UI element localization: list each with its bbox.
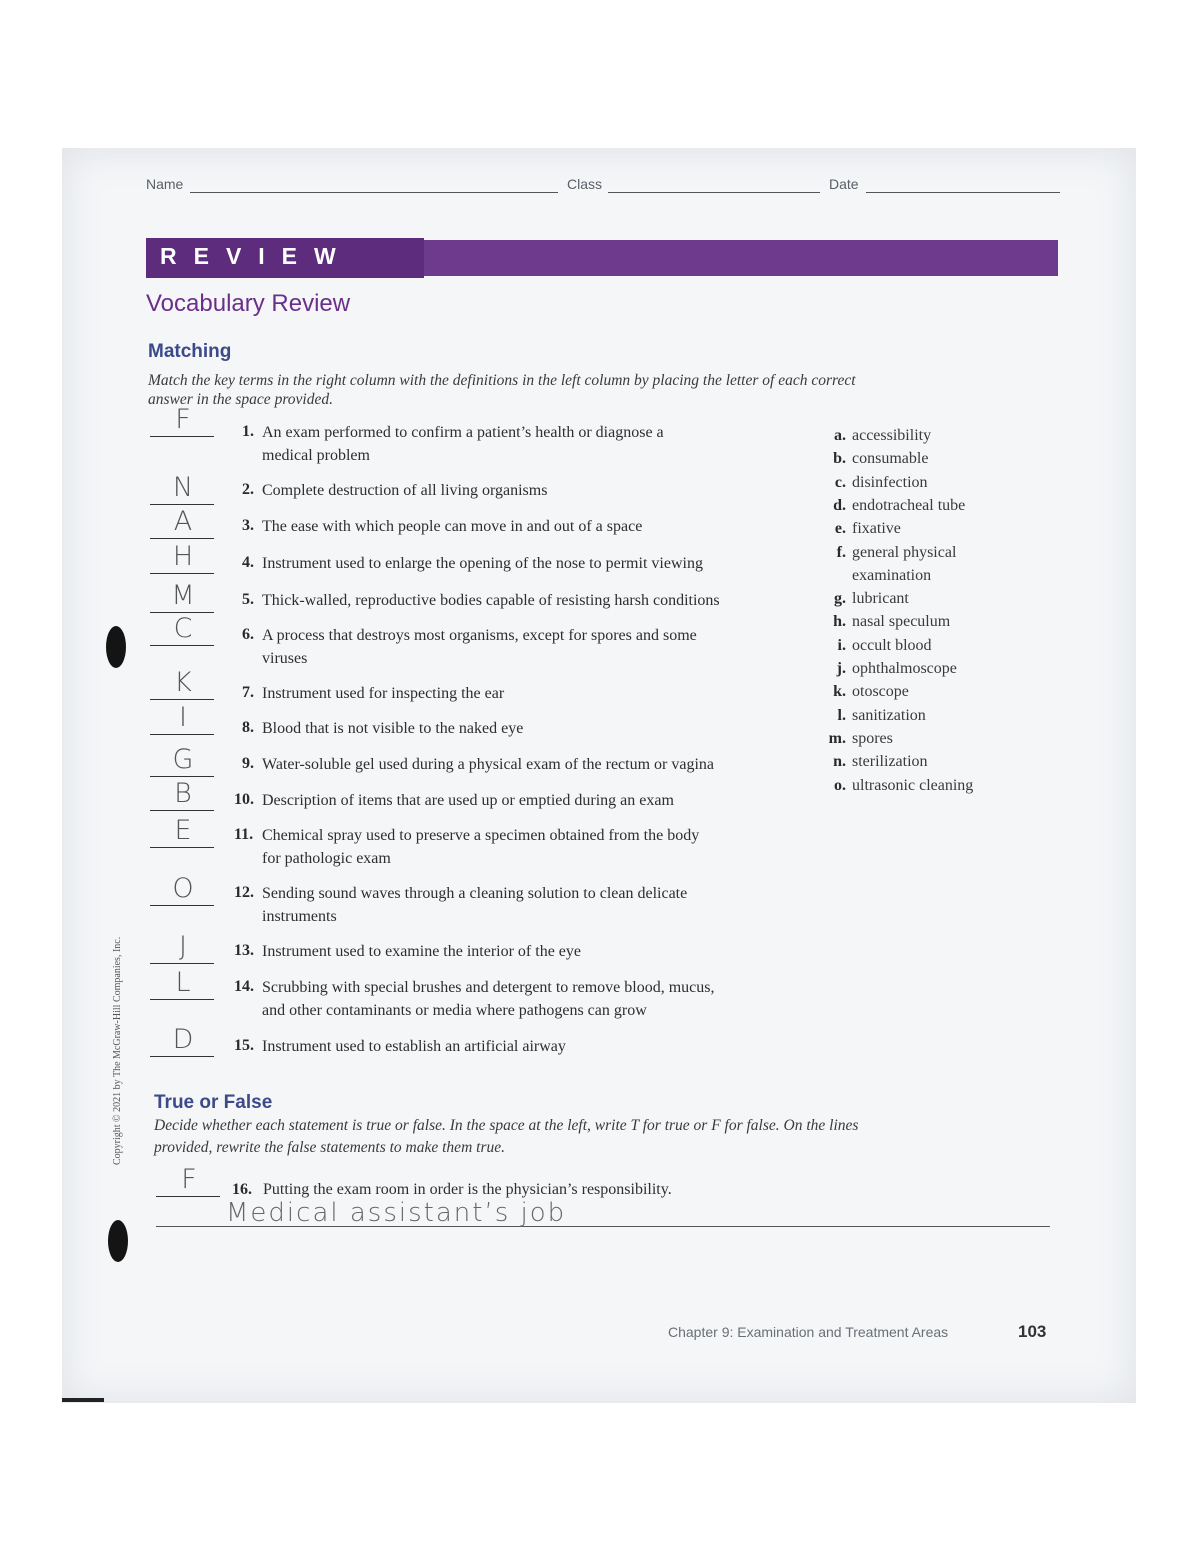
item-definition: instruments bbox=[262, 908, 337, 925]
term-item bbox=[816, 611, 950, 633]
name-field-line[interactable] bbox=[190, 192, 558, 193]
term-text: sanitization bbox=[852, 706, 926, 724]
handwritten-answer: N bbox=[172, 472, 194, 503]
item-definition: Chemical spray used to preserve a specimen obtained from the body bbox=[262, 827, 700, 844]
date-field-line[interactable] bbox=[866, 192, 1060, 193]
answer-line[interactable] bbox=[150, 810, 214, 811]
page-edge-mark bbox=[62, 1398, 104, 1402]
handwritten-answer: L bbox=[175, 967, 191, 998]
term-item bbox=[816, 728, 893, 750]
term-item bbox=[816, 588, 909, 610]
item-number: 10. bbox=[234, 791, 254, 808]
item-definition: An exam performed to confirm a patient’s health or diagnose a bbox=[262, 424, 664, 441]
item-number: 12. bbox=[234, 884, 254, 901]
matching-heading: Matching bbox=[148, 341, 232, 362]
item-number: 15. bbox=[234, 1037, 254, 1054]
term-letter: g. bbox=[834, 590, 846, 608]
term-text: consumable bbox=[852, 450, 929, 468]
item-number: 9. bbox=[242, 755, 254, 772]
term-letter: f. bbox=[836, 543, 846, 561]
date-label: Date bbox=[829, 176, 859, 192]
term-text: spores bbox=[852, 729, 893, 747]
handwritten-answer: O bbox=[172, 873, 194, 904]
item-number: 8. bbox=[242, 719, 254, 736]
true-false-instructions-1: Decide whether each statement is true or false. In the space at the left, write T for true or F for false. On the lines bbox=[154, 1117, 859, 1134]
item-number: 4. bbox=[242, 554, 254, 571]
item-definition: Scrubbing with special brushes and detergent to remove blood, mucus, bbox=[262, 979, 715, 996]
item-definition: Thick-walled, reproductive bodies capable of resisting harsh conditions bbox=[262, 592, 720, 609]
copyright-notice: Copyright © 2021 by The McGraw-Hill Companies, Inc. bbox=[112, 936, 123, 1165]
item-definition: Blood that is not visible to the naked eye bbox=[262, 720, 524, 737]
item-number: 3. bbox=[242, 517, 254, 534]
item-number: 1. bbox=[242, 423, 254, 440]
term-text: fixative bbox=[852, 520, 901, 538]
item-definition: Instrument used to establish an artificial airway bbox=[262, 1038, 566, 1055]
term-item bbox=[816, 542, 956, 564]
item-number: 5. bbox=[242, 591, 254, 608]
item-definition: medical problem bbox=[262, 447, 370, 464]
term-text: accessibility bbox=[852, 427, 932, 444]
item-definition: viruses bbox=[262, 650, 308, 667]
term-text: otoscope bbox=[852, 683, 909, 701]
term-item bbox=[816, 472, 928, 494]
item-text-16: Putting the exam room in order is the physician’s responsibility. bbox=[263, 1181, 672, 1198]
handwritten-correction: Medical assistant’s job bbox=[226, 1198, 567, 1228]
term-item bbox=[816, 751, 928, 773]
term-text: ophthalmoscope bbox=[852, 660, 957, 677]
item-definition: A process that destroys most organisms, except for spores and some bbox=[262, 627, 697, 644]
item-definition: Description of items that are used up or emptied during an exam bbox=[262, 792, 674, 809]
term-letter: i. bbox=[837, 636, 846, 654]
item-definition: Instrument used to enlarge the opening of the nose to permit viewing bbox=[262, 555, 703, 572]
item-number: 11. bbox=[234, 826, 254, 843]
handwritten-answer: H bbox=[172, 541, 194, 572]
answer-16: F bbox=[181, 1164, 197, 1195]
term-item bbox=[816, 425, 931, 447]
handwritten-answer: I bbox=[179, 702, 187, 733]
handwritten-answer: B bbox=[174, 778, 192, 809]
term-text: lubricant bbox=[852, 590, 909, 608]
term-item bbox=[816, 495, 965, 517]
term-letter: a. bbox=[834, 427, 846, 444]
answer-line[interactable] bbox=[150, 538, 214, 539]
review-title: REVIEW bbox=[160, 243, 353, 269]
term-letter: b. bbox=[833, 450, 846, 468]
term-letter: c. bbox=[834, 473, 846, 491]
item-definition: Complete destruction of all living organisms bbox=[262, 482, 548, 499]
answer-line[interactable] bbox=[150, 847, 214, 848]
item-definition: Instrument used for inspecting the ear bbox=[262, 685, 505, 702]
term-text: endotracheal tube bbox=[852, 496, 966, 514]
matching-instructions-1: Match the key terms in the right column with the definitions in the left column by placing the letter of each correct bbox=[148, 372, 856, 389]
handwritten-answer: F bbox=[175, 404, 191, 435]
answer-line[interactable] bbox=[150, 963, 214, 964]
handwritten-answer: K bbox=[174, 667, 192, 698]
item-number: 6. bbox=[242, 626, 254, 643]
handwritten-answer: A bbox=[173, 506, 193, 537]
item-definition: Water-soluble gel used during a physical exam of the rectum or vagina bbox=[262, 756, 715, 773]
class-label: Class bbox=[567, 176, 603, 192]
answer-line[interactable] bbox=[150, 573, 214, 574]
handwritten-answer: M bbox=[171, 580, 195, 611]
true-false-instructions-2: provided, rewrite the false statements to make them true. bbox=[154, 1139, 505, 1156]
term-item bbox=[816, 658, 957, 680]
term-letter: j. bbox=[836, 660, 846, 677]
matching-instructions-2: answer in the space provided. bbox=[148, 391, 333, 408]
term-item bbox=[816, 681, 909, 703]
item-definition: and other contaminants or media where pathogens can grow bbox=[262, 1002, 647, 1019]
name-label: Name bbox=[146, 176, 184, 192]
term-letter: k. bbox=[833, 683, 846, 701]
chapter-footer: Chapter 9: Examination and Treatment Areas bbox=[668, 1324, 949, 1340]
class-field-line[interactable] bbox=[608, 192, 820, 193]
answer-line[interactable] bbox=[150, 905, 214, 906]
handwritten-answer: E bbox=[174, 815, 192, 846]
answer-line[interactable] bbox=[150, 436, 214, 437]
handwritten-answer: G bbox=[172, 744, 194, 775]
term-item bbox=[816, 705, 926, 727]
item-definition: for pathologic exam bbox=[262, 850, 391, 867]
term-letter: n. bbox=[833, 753, 846, 771]
item-definition: The ease with which people can move in and out of a space bbox=[262, 518, 643, 535]
item-number-16: 16. bbox=[232, 1181, 252, 1198]
handwritten-answer: J bbox=[179, 931, 187, 962]
term-letter: o. bbox=[834, 776, 846, 794]
answer-line[interactable] bbox=[150, 699, 214, 700]
answer-line[interactable] bbox=[150, 999, 214, 1000]
item-number: 13. bbox=[234, 942, 254, 959]
term-letter: l. bbox=[837, 706, 846, 724]
term-text: nasal speculum bbox=[852, 613, 951, 631]
term-letter: m. bbox=[828, 729, 846, 747]
term-text: disinfection bbox=[852, 473, 928, 491]
item-definition: Instrument used to examine the interior of the eye bbox=[262, 943, 582, 960]
term-item bbox=[816, 775, 973, 797]
term-item bbox=[816, 518, 901, 540]
term-letter: e. bbox=[834, 520, 846, 538]
term-item bbox=[816, 635, 932, 657]
answer-line[interactable] bbox=[150, 1056, 214, 1057]
term-text: general physical bbox=[852, 543, 957, 561]
answer-line-16[interactable] bbox=[156, 1196, 220, 1197]
page-number: 103 bbox=[1018, 1322, 1047, 1341]
answer-line[interactable] bbox=[150, 776, 214, 777]
handwritten-answer: C bbox=[173, 613, 193, 644]
true-false-heading: True or False bbox=[154, 1092, 273, 1113]
term-text: sterilization bbox=[852, 753, 928, 771]
term-text: occult blood bbox=[852, 636, 932, 654]
item-definition: Sending sound waves through a cleaning solution to clean delicate bbox=[262, 885, 688, 902]
answer-line[interactable] bbox=[150, 645, 214, 646]
answer-line[interactable] bbox=[150, 734, 214, 735]
handwritten-answer: D bbox=[172, 1024, 194, 1055]
term-letter: d. bbox=[833, 496, 846, 514]
term-item bbox=[816, 565, 931, 587]
term-letter: h. bbox=[833, 613, 846, 631]
answer-line[interactable] bbox=[150, 504, 214, 505]
item-number: 14. bbox=[234, 978, 254, 995]
section-title: Vocabulary Review bbox=[146, 290, 351, 317]
binder-hole bbox=[106, 626, 126, 668]
term-text: ultrasonic cleaning bbox=[852, 776, 974, 794]
item-number: 2. bbox=[242, 481, 254, 498]
item-number: 7. bbox=[242, 684, 254, 701]
term-item bbox=[816, 448, 928, 470]
term-text: examination bbox=[852, 566, 932, 584]
binder-hole bbox=[108, 1220, 128, 1262]
